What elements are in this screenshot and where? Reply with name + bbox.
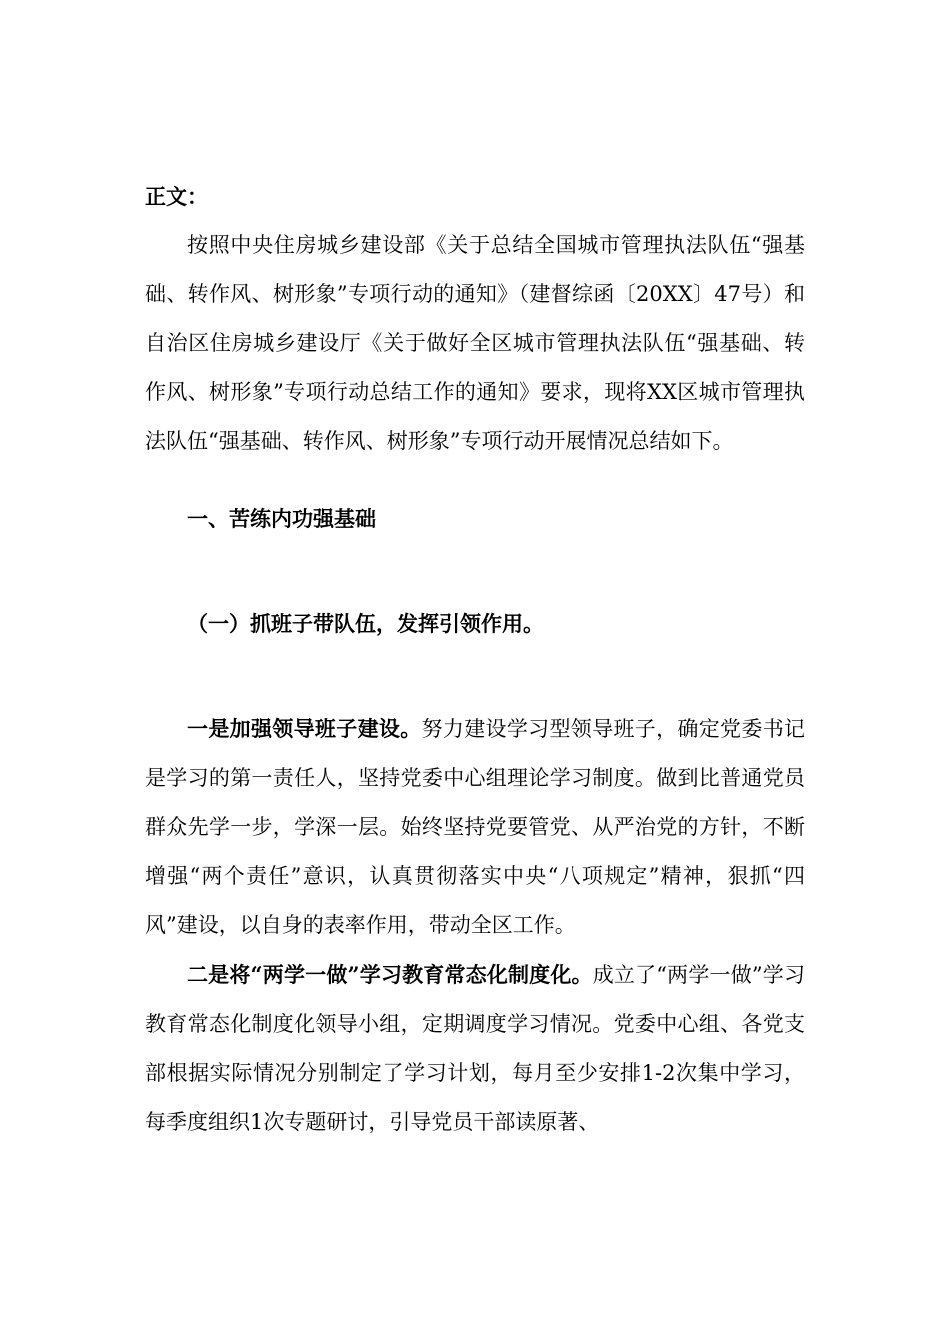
section-heading: 一、苦练内功强基础	[187, 506, 376, 531]
paragraph-1	[145, 704, 805, 950]
intro-paragraph: 按照中央住房城乡建设部《关于总结全国城市管理执法队伍“强基础、转作风、树形象”专项行动的通知》（建督综函〔20XX〕47号）和自治区住房城乡建设厅《关于做好全区城市管理执法队伍“强基础、转作风、树形象”专项行动总结工作的通知》要求，现将XX区城市管理执法队伍“强基础、转作风、树形象”专项行动开展情况总结如下。	[145, 233, 805, 453]
body-label: 正文：	[145, 184, 208, 209]
paragraph-2-body: 成立了“两学一做”学习教育常态化制度化领导小组，定期调度学习情况。党委中心组、各党支部根据实际情况分别制定了学习计划，每月至少安排1-2次集中学习，每季度组织1次专题研讨，引导党员干部读原著、	[145, 963, 805, 1134]
paragraph-1-body: 努力建设学习型领导班子，确定党委书记是学习的第一责任人，坚持党委中心组理论学习制度。做到比普通党员群众先学一步，学深一层。始终坚持党要管党、从严治党的方针，不断增强“两个责任”意识，认真贯彻落实中央“八项规定”精神，狠抓“四风”建设，以自身的表率作用，带动全区工作。	[145, 717, 806, 937]
paragraph-2	[145, 950, 805, 1147]
document-body	[145, 172, 805, 1147]
subsection-heading: （一）抓班子带队伍，发挥引领作用。	[187, 611, 544, 636]
paragraph-2-lead: 二是将“两学一做”学习教育常态化制度化。	[187, 962, 593, 987]
paragraph-1-lead: 一是加强领导班子建设。	[187, 716, 422, 741]
